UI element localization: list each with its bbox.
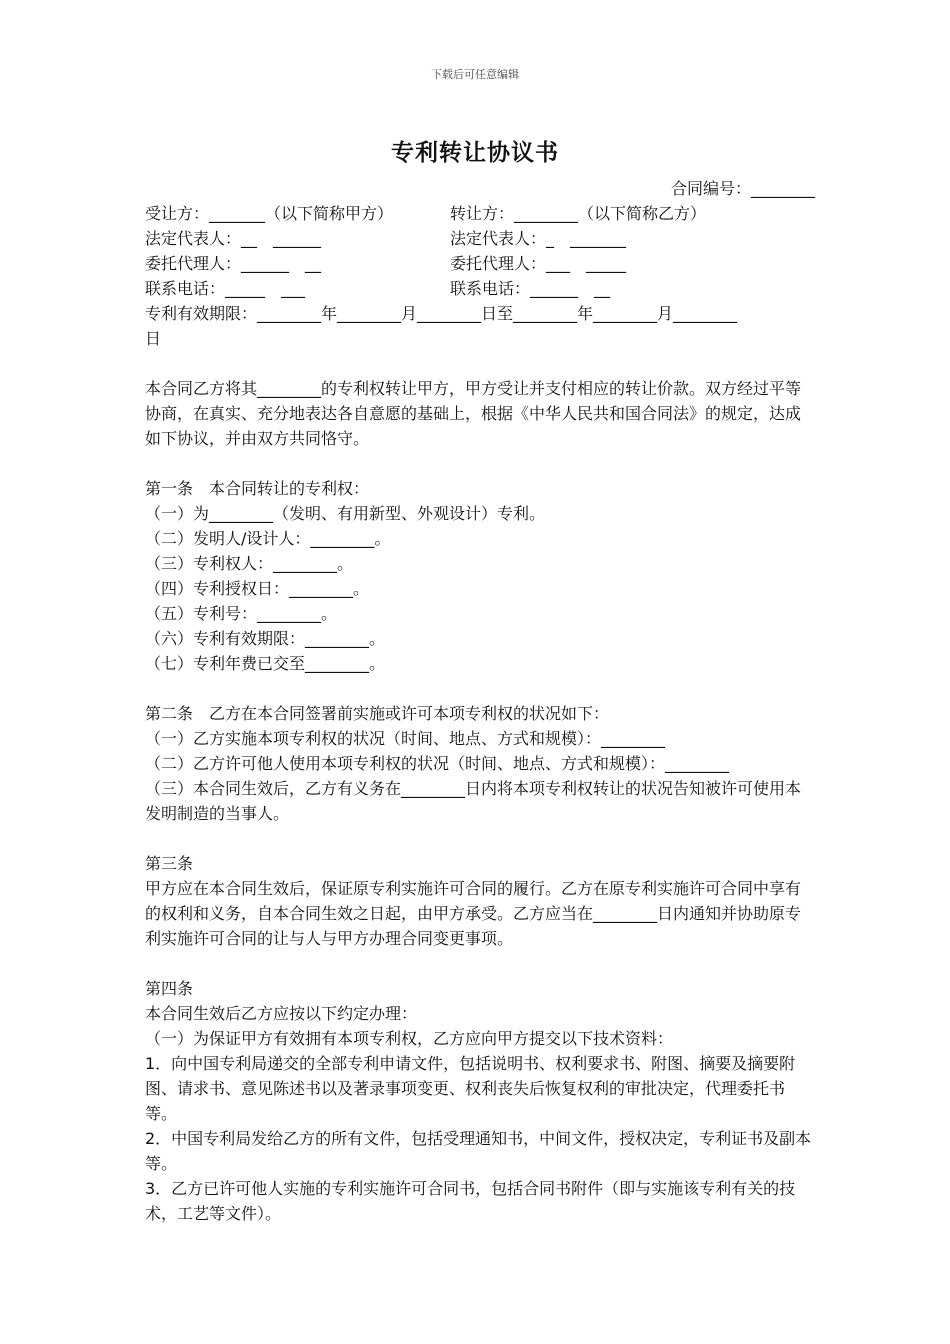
contract-number: 合同编号：________ [670, 179, 815, 198]
transferee-agent: 委托代理人：______ __ [145, 254, 322, 273]
transferor-legal-rep: 法定代表人：_ _______ [450, 229, 627, 248]
article-4-item: 2．中国专利局发给乙方的所有文件，包括受理通知书，中间文件，授权决定，专利证书及副本等。 [145, 1129, 812, 1173]
spacer [145, 351, 815, 376]
spacer [145, 951, 815, 976]
header-note: 下载后可任意编辑 [431, 68, 519, 81]
transferee-phone: 联系电话：_____ ___ [145, 279, 306, 298]
document-body [145, 176, 815, 1226]
document-title: 专利转让协议书 [391, 140, 559, 166]
article-1-item: （四）专利授权日：________。 [145, 579, 370, 598]
transferee-legal-rep: 法定代表人：__ ______ [145, 229, 322, 248]
article-1-item: （七）专利年费已交至________。 [145, 654, 386, 673]
article-1-heading: 第一条 本合同转让的专利权： [145, 479, 370, 498]
transferor-field: 转让方：________（以下简称乙方） [450, 204, 707, 223]
transferee-field: 受让方：_______（以下简称甲方） [145, 204, 394, 223]
article-1-item: （二）发明人/设计人：________。 [145, 529, 391, 548]
article-1-item: （三）专利权人：________。 [145, 554, 354, 573]
article-4-item: 3．乙方已许可他人实施的专利实施许可合同书，包括合同书附件（即与实施该专利有关的技术，工艺等文件）。 [145, 1179, 796, 1223]
article-2-heading: 第二条 乙方在本合同签署前实施或许可本项专利权的状况如下： [145, 704, 610, 723]
validity-period-line: 专利有效期限：________年________月________日至________年________月________ [145, 304, 738, 323]
spacer [145, 826, 815, 851]
intro-paragraph: 本合同乙方将其________的专利权转让甲方，甲方受让并支付相应的转让价款。双方经过平等协商，在真实、充分地表达各自意愿的基础上，根据《中华人民共和国合同法》的规定，达成如下协议，并由双方共同恪守。 [145, 379, 802, 448]
article-2-item: （一）乙方实施本项专利权的状况（时间、地点、方式和规模）：________ [145, 729, 666, 748]
article-4-intro: 本合同生效后乙方应按以下约定办理： [145, 1004, 418, 1023]
article-2-item: （二）乙方许可他人使用本项专利权的状况（时间、地点、方式和规模）：________ [145, 754, 730, 773]
spacer [145, 676, 815, 701]
spacer [145, 451, 815, 476]
article-2-item: （三）本合同生效后，乙方有义务在________日内将本项专利权转让的状况告知被许可使用本发明制造的当事人。 [145, 779, 802, 823]
article-1-item: （六）专利有效期限：________。 [145, 629, 386, 648]
party-row-phone [145, 276, 815, 301]
party-row-legal-rep [145, 226, 815, 251]
article-4-subsection: （一）为保证甲方有效拥有本项专利权，乙方应向甲方提交以下技术资料： [145, 1029, 674, 1048]
transferor-phone: 联系电话：______ __ [450, 279, 611, 298]
party-row-names [145, 201, 815, 226]
transferor-agent: 委托代理人：___ _____ [450, 254, 627, 273]
party-row-agent [145, 251, 815, 276]
article-3-body: 甲方应在本合同生效后，保证原专利实施许可合同的履行。乙方在原专利实施许可合同中享有的权利和义务，自本合同生效之日起，由甲方承受。乙方应当在________日内通知并协助原专利实施许可合同的让与人与甲方办理合同变更事项。 [145, 879, 802, 948]
article-4-heading: 第四条 [145, 979, 194, 998]
article-3-heading: 第三条 [145, 854, 194, 873]
article-4-item: 1．向中国专利局递交的全部专利申请文件，包括说明书、权利要求书、附图、摘要及摘要附图、请求书、意见陈述书以及著录事项变更、权利丧失后恢复权利的审批决定，代理委托书等。 [145, 1054, 796, 1123]
validity-period-line-end: 日 [145, 329, 162, 348]
article-1-item: （一）为________（发明、有用新型、外观设计）专利。 [145, 504, 546, 523]
article-1-item: （五）专利号：________。 [145, 604, 338, 623]
